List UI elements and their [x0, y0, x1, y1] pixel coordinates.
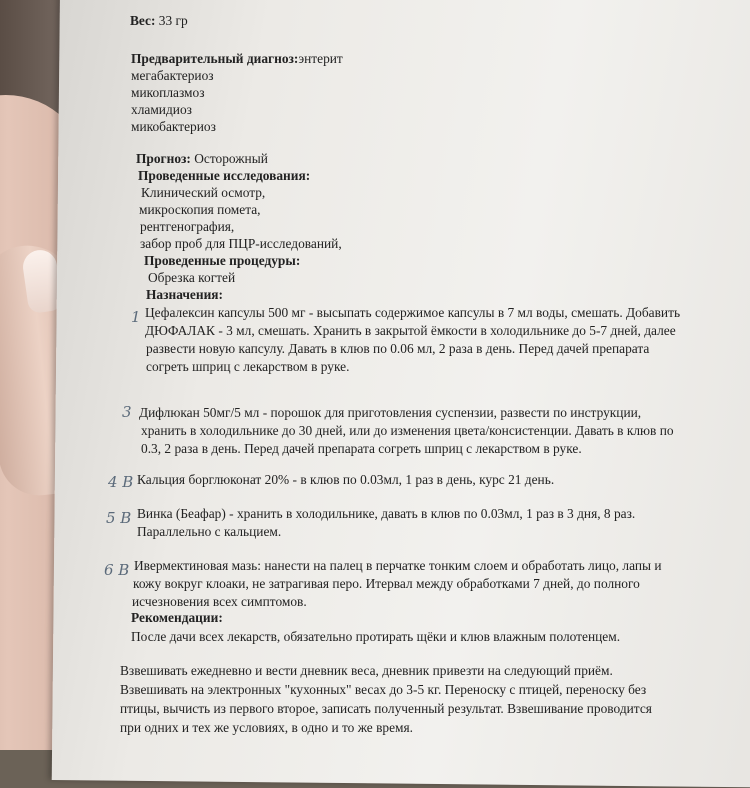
recommendations-label: Рекомендации:: [131, 610, 223, 625]
prescription-line: исчезновения всех симптомов.: [132, 594, 307, 609]
recommendations-text: После дачи всех лекарств, обязательно протирать щёки и клюв влажным полотенцем.: [131, 629, 621, 644]
diagnosis-item: микобактериоз: [131, 119, 216, 134]
research-item: Клинический осмотр,: [141, 185, 266, 200]
diagnosis-first: энтерит: [298, 51, 343, 66]
handwritten-number: 5 В: [106, 509, 132, 527]
prescriptions-label: Назначения:: [146, 287, 223, 302]
research-label: Проведенные исследования:: [138, 168, 311, 183]
weighing-line: птицы, вычисть из первого второе, записать полученный результат. Взвешивание проводится: [120, 701, 652, 716]
prescription-line: согреть шприц с лекарством в руке.: [146, 359, 350, 374]
weight-label: Вес:: [130, 13, 156, 28]
weighing-line: Взвешивать на электронных "кухонных" весах до 3-5 кг. Переноску с птицей, переноску без: [120, 682, 647, 697]
diagnosis-line: [131, 50, 343, 67]
prescription-line: Ивермектиновая мазь: нанести на палец в перчатке тонким слоем и обработать лицо, лапы и: [134, 558, 662, 573]
prescription-line: ДЮФАЛАК - 3 мл, смешать. Хранить в закрытой ёмкости в холодильнике до 5-7 дней, далее: [145, 323, 676, 338]
prescription-line: Дифлюкан 50мг/5 мл - порошок для приготовления суспензии, развести по инструкции,: [139, 405, 642, 420]
weighing-line: Взвешивать ежедневно и вести дневник веса, дневник привезти на следующий приём.: [120, 663, 613, 678]
handwritten-number: 1: [131, 308, 141, 326]
diagnosis-item: мегабактериоз: [131, 68, 214, 83]
diagnosis-item: хламидиоз: [131, 102, 192, 117]
handwritten-number: 4 В: [108, 473, 134, 491]
prescription-line: хранить в холодильнике до 30 дней, или до изменения цвета/консистенции. Давать в клюв по: [141, 423, 674, 438]
prescription-line: Параллельно с кальцием.: [137, 524, 282, 539]
procedures-item: Обрезка когтей: [148, 270, 236, 285]
weighing-line: при одних и тех же условиях, в одно и то же время.: [120, 720, 414, 735]
diagnosis-item: микоплазмоз: [131, 85, 205, 100]
prescription-line: кожу вокруг клоаки, не затрагивая перо. Итервал между обработками 7 дней, до полного: [133, 576, 640, 591]
prognosis-value: Осторожный: [190, 151, 268, 166]
prescription-line: Винка (Беафар) - хранить в холодильнике, давать в клюв по 0.03мл, 1 раз в 3 дня, 8 раз.: [137, 506, 636, 521]
prescription-line: 0.3, 2 раза в день. Перед дачей препарата согреть шприц с лекарством в руке.: [141, 441, 582, 456]
prescription-line: Кальция борглюконат 20% - в клюв по 0.03мл, 1 раз в день, курс 21 день.: [137, 472, 555, 487]
research-item: рентгенография,: [140, 219, 235, 234]
weight-line: [130, 12, 188, 29]
handwritten-number: 3: [122, 403, 132, 421]
prognosis-label: Прогноз:: [136, 151, 191, 166]
diagnosis-label: Предварительный диагноз:: [131, 51, 299, 66]
prognosis-line: [136, 150, 268, 167]
procedures-label: Проведенные процедуры:: [144, 253, 301, 268]
research-item: забор проб для ПЦР-исследований,: [140, 236, 342, 251]
prescription-line: Цефалексин капсулы 500 мг - высыпать содержимое капсулы в 7 мл воды, смешать. Добавить: [145, 305, 681, 320]
research-item: микроскопия помета,: [139, 202, 261, 217]
handwritten-number: 6 В: [104, 561, 130, 579]
weight-value: 33 гр: [155, 13, 188, 28]
prescription-line: развести новую капсулу. Давать в клюв по 0.06 мл, 2 раза в день. Перед дачей препарата: [146, 341, 650, 356]
